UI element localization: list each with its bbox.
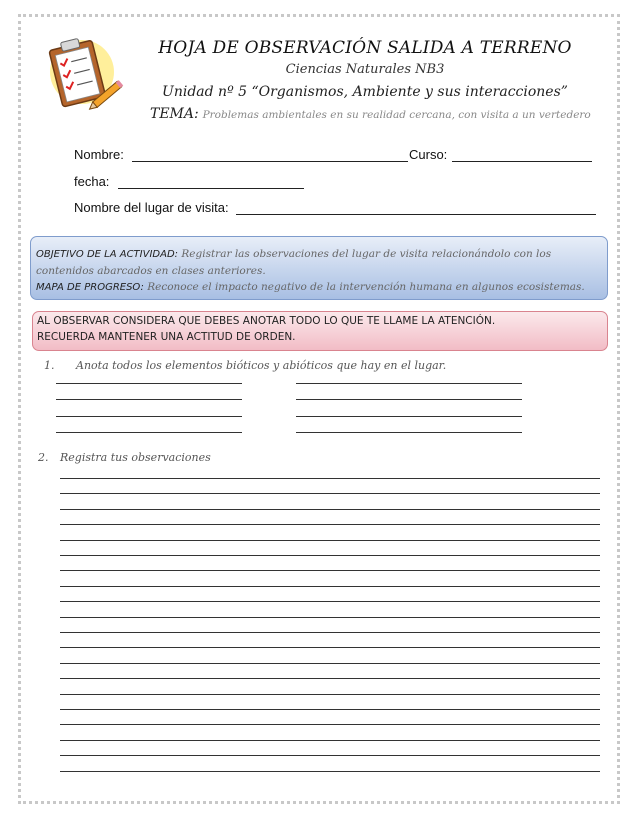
observation-line[interactable] (60, 570, 600, 571)
observation-line[interactable] (60, 709, 600, 710)
observation-line[interactable] (60, 740, 600, 741)
observation-line[interactable] (60, 586, 600, 587)
nombre-label: Nombre: (74, 147, 124, 162)
lugar-label: Nombre del lugar de visita: (74, 200, 229, 215)
observation-line[interactable] (60, 647, 600, 648)
clipboard-checklist-icon (36, 30, 124, 118)
observation-line[interactable] (60, 755, 600, 756)
curso-label: Curso: (409, 147, 448, 162)
lugar-field[interactable] (236, 214, 596, 215)
answer-line[interactable] (56, 432, 242, 433)
observation-line[interactable] (60, 771, 600, 772)
answer-line[interactable] (56, 416, 242, 417)
fecha-field[interactable] (118, 188, 304, 189)
question-1-text: Anota todos los elementos bióticos y abióticos que hay en el lugar. (76, 359, 447, 372)
observation-line[interactable] (60, 509, 600, 510)
nombre-field[interactable] (132, 161, 408, 162)
tema-label: TEMA: (150, 106, 199, 122)
answer-line[interactable] (296, 399, 522, 400)
objective-text-2: contenidos abarcados en clases anteriores. (36, 265, 266, 277)
observation-line[interactable] (60, 617, 600, 618)
tema-line (150, 106, 590, 122)
answer-line[interactable] (296, 432, 522, 433)
page-title: HOJA DE OBSERVACIÓN SALIDA A TERRENO (158, 38, 572, 58)
observation-line[interactable] (60, 524, 600, 525)
observation-line[interactable] (60, 632, 600, 633)
progress-text: Reconoce el impacto negativo de la intervención humana en algunos ecosistemas. (147, 281, 585, 293)
observation-line[interactable] (60, 724, 600, 725)
observation-line[interactable] (60, 478, 600, 479)
notice-line-2: RECUERDA MANTENER UNA ACTITUD DE ORDEN. (37, 331, 296, 343)
observation-line[interactable] (60, 555, 600, 556)
objective-text-1: Registrar las observaciones del lugar de visita relacionándolo con los (181, 248, 552, 260)
objective-label: OBJETIVO DE LA ACTIVIDAD: (36, 249, 179, 260)
notice-line-1: AL OBSERVAR CONSIDERA QUE DEBES ANOTAR TODO LO QUE TE LLAME LA ATENCIÓN. (37, 315, 496, 327)
objective-text (36, 246, 606, 296)
observation-line[interactable] (60, 493, 600, 494)
observation-line[interactable] (60, 663, 600, 664)
answer-line[interactable] (56, 383, 242, 384)
observation-line[interactable] (60, 601, 600, 602)
answer-line[interactable] (296, 383, 522, 384)
observation-line[interactable] (60, 540, 600, 541)
observation-line[interactable] (60, 678, 600, 679)
question-2-number: 2. (38, 451, 49, 464)
unit-heading: Unidad nº 5 “Organismos, Ambiente y sus interacciones” (162, 84, 568, 100)
question-1-number: 1. (44, 359, 55, 372)
progress-label: MAPA DE PROGRESO: (36, 282, 144, 293)
question-2-text: Registra tus observaciones (60, 451, 211, 464)
page-border (18, 14, 620, 804)
tema-text: Problemas ambientales en su realidad cercana, con visita a un vertedero (202, 109, 591, 121)
answer-line[interactable] (56, 399, 242, 400)
answer-line[interactable] (296, 416, 522, 417)
page-subtitle: Ciencias Naturales NB3 (285, 62, 445, 77)
observation-line[interactable] (60, 694, 600, 695)
curso-field[interactable] (452, 161, 592, 162)
fecha-label: fecha: (74, 174, 110, 189)
